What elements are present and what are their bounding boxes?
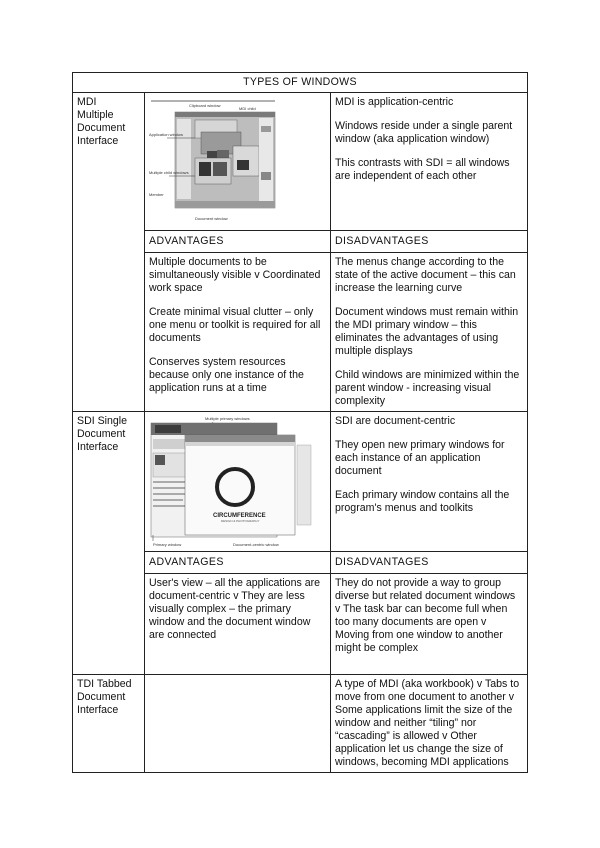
mdi-advantage-3: Conserves system resources because only one instance of the application runs at a time [149, 356, 304, 394]
mdi-disadvantage-2: Document windows must remain within the MDI primary window – this eliminates the advantages of using multiple displays [335, 306, 519, 357]
sdi-advantages-cell [145, 574, 331, 675]
mdi-advantage-1: Multiple documents to be simultaneously visible v Coordinated work space [149, 256, 321, 294]
tdi-empty-cell [145, 675, 331, 773]
mdi-fig-label-bottom: Document window [195, 216, 228, 221]
mdi-advantages-cell [145, 253, 331, 412]
sdi-figure-cell [145, 412, 331, 552]
mdi-disadvantages-header: DISADVANTAGES [331, 231, 528, 253]
sdi-disadvantages-header: DISADVANTAGES [331, 552, 528, 574]
tdi-row [73, 675, 528, 773]
tdi-label-text: TDI Tabbed Document Interface [77, 678, 132, 716]
sdi-label [73, 412, 145, 675]
mdi-description-cell [331, 93, 528, 231]
tdi-desc: A type of MDI (aka workbook) v Tabs to move from one document to another v Some applications limit the size of the window and neither “tiling” nor “cascading” is allowed v Other application let us change the size of windows, becoming MDI applications [335, 678, 520, 768]
mdi-label-text: MDI Multiple Document Interface [77, 96, 126, 147]
mdi-description-row [73, 93, 528, 231]
tdi-label [73, 675, 145, 773]
mdi-fig-label-app: Application window [149, 132, 184, 137]
windows-table [72, 72, 528, 773]
mdi-fig-label-member: Member [149, 192, 164, 197]
sdi-fig-label-top: Multiple primary windows [205, 416, 250, 421]
sdi-disadvantages-cell [331, 574, 528, 675]
mdi-figure-cell [145, 93, 331, 231]
tdi-description-cell [331, 675, 528, 773]
sdi-description-row [73, 412, 528, 552]
mdi-advantages-header: ADVANTAGES [145, 231, 331, 253]
sdi-desc-3: Each primary window contains all the program's menus and toolkits [335, 489, 510, 514]
mdi-disadvantage-3: Child windows are minimized within the parent window - increasing visual complexity [335, 369, 520, 407]
sdi-advantages-header: ADVANTAGES [145, 552, 331, 574]
mdi-screenshot-figure [147, 96, 327, 226]
sdi-fig-brand: CIRCUMFERENCE [213, 513, 266, 519]
sdi-description-cell [331, 412, 528, 552]
mdi-desc-3: This contrasts with SDI = all windows are independent of each other [335, 157, 510, 182]
sdi-fig-label-right: Document-centric window [233, 542, 279, 547]
mdi-desc-2: Windows reside under a single parent window (aka application window) [335, 120, 513, 145]
sdi-desc-1: SDI are document-centric [335, 415, 456, 427]
sdi-fig-label-left: Primary window [153, 542, 182, 547]
mdi-fig-label-top2: MDI child [239, 106, 256, 111]
mdi-fig-label-multiple: Multiple child windows [149, 170, 189, 175]
sdi-fig-brand-sub: DESIGN & PHOTOGRAPHY [221, 519, 260, 523]
mdi-desc-1: MDI is application-centric [335, 96, 454, 108]
mdi-advantage-2: Create minimal visual clutter – only one menu or toolkit is required for all documents [149, 306, 321, 344]
mdi-label [73, 93, 145, 412]
mdi-disadvantage-1: The menus change according to the state of the active document – this can increase the learning curve [335, 256, 516, 294]
sdi-label-text: SDI Single Document Interface [77, 415, 128, 453]
title-row [73, 73, 528, 93]
sdi-desc-2: They open new primary windows for each instance of an application document [335, 439, 505, 477]
table-title: TYPES OF WINDOWS [73, 73, 528, 93]
sdi-advantage-1: User's view – all the applications are document-centric v They are less visually complex – the primary window and the document window are connected [149, 577, 321, 641]
mdi-fig-label-top: Clipboard window [189, 103, 221, 108]
mdi-disadvantages-cell [331, 253, 528, 412]
sdi-disadvantage-1: They do not provide a way to group diverse but related document windows v The task bar can become full when too many documents are open v Moving from one window to another might be complex [335, 577, 516, 654]
sdi-screenshot-figure [147, 415, 327, 547]
